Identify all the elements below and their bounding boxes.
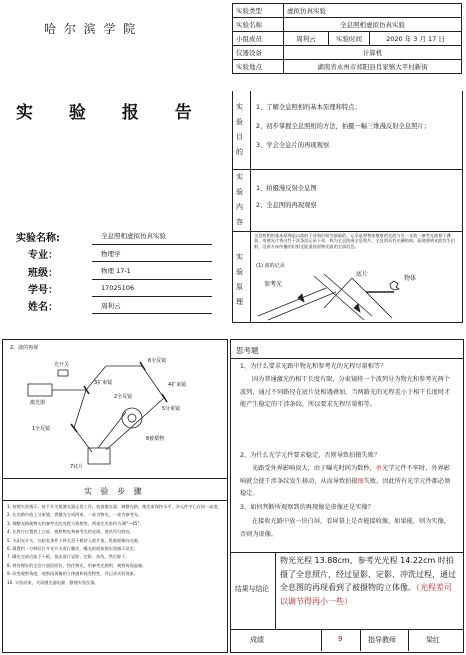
teacher-label: 指导教师 (368, 636, 396, 644)
diagram-caption: 2、波的再现 (10, 345, 39, 351)
mirror1-label: 1全反镜 (32, 426, 51, 432)
university-name: 哈 尔 滨 学 院 (44, 22, 138, 36)
step-item: 10. 实验结束，关闭激光器电源，整理实验仪器。 (7, 579, 99, 585)
step-item: 6. 静置约一分钟后打开光开关进行曝光，曝光时间按照实验指示设定。 (7, 546, 138, 552)
ref-light-label: 参考光 (264, 281, 283, 288)
cover-page (0, 0, 228, 323)
info-value: 周利云 (284, 32, 329, 46)
thinking-page (230, 336, 466, 655)
result-text: 物光光程 13.88cm、参考光光程 14.22cm 时拍摄了全息照片，经过显影、定影、冲洗过程，通过全息图的再现看到了被摄物的立体像。（光程差可以调节得再小一些） (280, 556, 456, 606)
grade-label: 成绩 (250, 636, 264, 644)
step-item: 1. 按照实验指示，按下开关使激光器正常工作，检查激光器，调整光路，使光束保持水平，各元件中心在同一高度。 (7, 504, 222, 509)
purpose-label: 实 验 目 的 (236, 103, 243, 156)
info-row (233, 18, 462, 32)
principle-caption: (1) 波的记录 (256, 263, 285, 269)
principle-text: 全息照相的基本原理是以波的干涉和衍射为基础的。记录是将物体散射的光波与另一光波一参考光波相干叠加，用感光片将这些干涉条纹记录下来，称为全息图或全息照片。全息图具有光栅结构，能使照明光波发生衍射，沿原方向传播的衍射光能重现原物光波的全部信息。 (254, 233, 456, 249)
film7-label: 7底片 (70, 464, 84, 470)
setup-diagram (14, 352, 214, 472)
info-label: 实验时间 (329, 32, 370, 46)
step-item: 3. 调整光路使物光和参考光的光程大致相等，两束光夹角约为30°~45°。 (7, 520, 144, 526)
answer-2-red-2: 图 (357, 477, 364, 485)
switch-label: 光开关 (54, 362, 70, 368)
step-item: 7. 曝光完成后取下干板，依次进行显影、定影、冲洗，然后晾干。 (7, 554, 130, 560)
step-item: 4. 在底片位置放上白屏，观察物光和参考光的光斑，使其均匀照亮。 (7, 529, 134, 535)
cover-label: 学号： (28, 285, 58, 296)
mirror6-label: 6全反镜 (148, 358, 167, 364)
object8-label: 8被摄物 (146, 436, 165, 442)
info-value: 虚拟仿真实验 (284, 4, 462, 18)
step-item: 2. 在光路中放上分束镜，将激光分成两束，一束为物光，一束为参考光。 (7, 512, 143, 518)
info-value: 计算机 (284, 46, 462, 60)
laser-label: 激光器 (30, 400, 46, 406)
answer-3: 在接收光路中放一块白屏，看屏幕上是否能接收像，如果能，则为实像，否则为虚像。 (240, 518, 450, 538)
info-row (233, 46, 462, 60)
info-page (232, 0, 466, 323)
expander4-label: 4扩束镜 (168, 382, 187, 388)
purpose-item: 2、初步掌握全息照相的方法，拍摄一幅三维漫反射全息照片； (256, 123, 431, 130)
answer-1: 因为普通激光的相干长度有限，分束镜将一个波列分为物光和参考光两个波列，通过不同路径在底片处相遇叠加，当两路光的光程差小于相干长度时才能产生稳定的干涉条纹，所以要求光程尽量相等。 (240, 376, 451, 409)
result-note: （光程差可以调节得再小一些） (280, 583, 452, 606)
info-value: 全息照相虚拟仿真实验 (284, 18, 462, 32)
cover-label: 姓名： (28, 302, 58, 313)
info-value: 2020 年 3 月 17 日 (370, 32, 462, 46)
step-item: 8. 将处理好的全息片放回原位，挡住物光，用参考光照明，观察再现虚像。 (7, 562, 147, 568)
cover-label: 专业： (28, 250, 58, 261)
cover-value: 周利云 (101, 302, 121, 310)
answer-2: 光路受外界影响很大，由于曝光时间为数秒，单光学元件不牢时，外界影响就会使干涉条纹发生移动，从而导致拍摄图失败，因此所有光学元件都必须稳定。 (240, 465, 451, 498)
info-label: 仪器设备 (233, 46, 284, 60)
expander3-label: 3扩束镜 (94, 380, 113, 386)
cover-label: 实验名称: (16, 233, 60, 244)
question-3: 3、如何判断所观察到的再现像是虚像还是实像？ (240, 504, 374, 511)
mirror2-label: 2全反镜 (114, 394, 133, 400)
info-label: 小组成员 (233, 32, 284, 46)
teacher-value: 梁红 (426, 636, 440, 644)
steps-heading: 实 验 步 骤 (84, 487, 145, 496)
purpose-item: 3、学会全息片的再现观察 (256, 142, 330, 149)
result-label: 结果与结论 (235, 585, 269, 593)
question-2: 2、为什么光学元件要求稳定，否则导致拍摄失败？ (240, 452, 381, 459)
info-table (232, 3, 462, 74)
cover-value: 物理 17-1 (101, 267, 131, 275)
info-row (233, 32, 462, 46)
recording-diagram (254, 268, 458, 322)
info-row (233, 60, 462, 74)
grade-value: 9 (338, 635, 343, 643)
thinking-heading: 思考题 (236, 346, 259, 355)
info-row (233, 4, 462, 18)
answer-2-red-1: 单 (375, 465, 382, 472)
step-item: 9. 改变观察角度，观察再现像的立体感和视差特性，并记录实验现象。 (7, 571, 138, 577)
step-item: 5. 关闭光开关，在暗室条件下将全息干板装入底片架，乳胶面朝向光源。 (7, 537, 143, 543)
cover-label: 班级： (28, 268, 58, 279)
info-label: 实验类型 (233, 4, 284, 18)
cover-value: 物理学 (101, 250, 121, 258)
question-1: 1、为什么要求光路中物光和参考光的光程尽量相等？ (240, 363, 387, 370)
object-label: 物体 (404, 275, 417, 282)
purpose-item: 1、了解全息照相的基本原理和特点； (256, 104, 361, 111)
film-label: 底片 (356, 271, 369, 278)
splitter5-label: 5分束镜 (162, 406, 181, 412)
steps-list (7, 504, 222, 585)
cover-value: 全息照相虚拟仿真实验 (101, 232, 166, 240)
steps-page (0, 336, 228, 655)
content-item: 1、拍摄漫反射全息图 (256, 185, 317, 192)
principle-label: 实 验 原 理 (236, 253, 243, 306)
cover-value: 17025106 (101, 284, 135, 292)
content-item: 2、全息图的再现观察 (256, 202, 317, 209)
info-label: 实验名称 (233, 18, 284, 32)
info-value: 湖南省永州市祁阳县肖家镇大平村新街 (284, 60, 462, 74)
report-title: 实 验 报 告 (16, 103, 207, 123)
content-label: 实 验 内 容 (236, 173, 243, 226)
info-label: 实验地点 (233, 60, 284, 74)
